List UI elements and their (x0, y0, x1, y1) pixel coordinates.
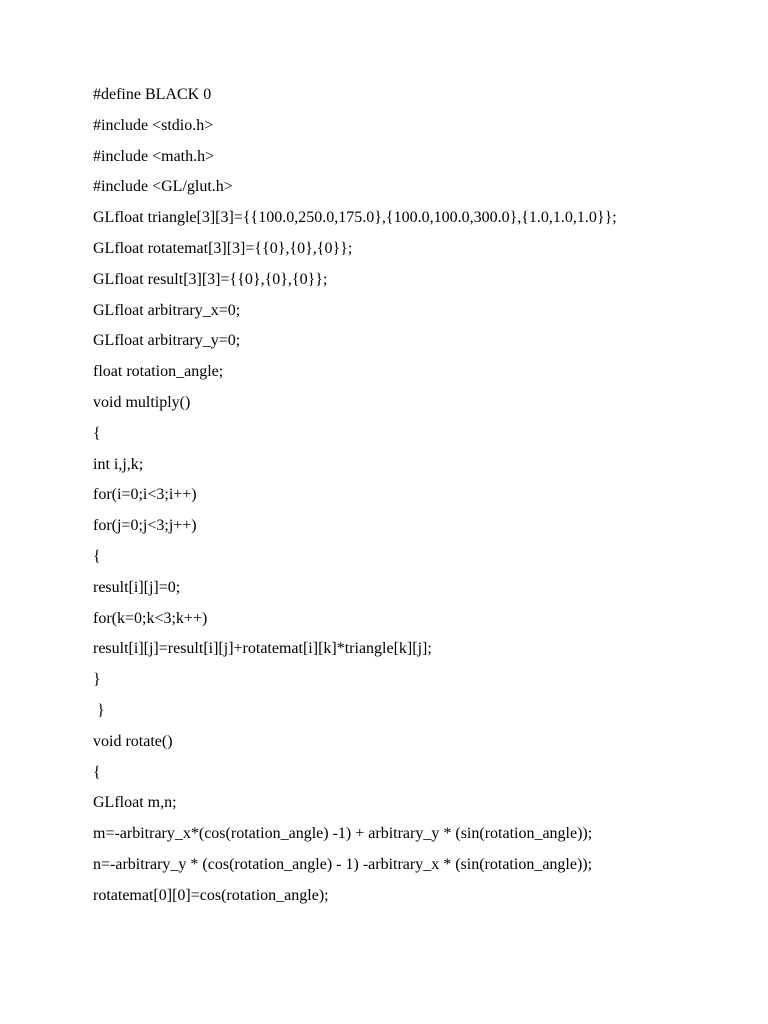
code-line: } (93, 701, 105, 719)
code-line: #include <stdio.h> (93, 116, 214, 134)
code-line: GLfloat arbitrary_x=0; (93, 301, 241, 319)
code-line: #include <math.h> (93, 147, 215, 165)
code-line: int i,j,k; (93, 455, 144, 473)
code-line: GLfloat triangle[3][3]={{100.0,250.0,175.0},{100.0,100.0,300.0},{1.0,1.0,1.0}}; (93, 209, 617, 227)
code-line: m=-arbitrary_x*(cos(rotation_angle) -1) + arbitrary_y * (sin(rotation_angle)); (93, 825, 593, 843)
code-line: void multiply() (93, 393, 191, 411)
code-line: result[i][j]=0; (93, 578, 181, 596)
code-line: GLfloat rotatemat[3][3]={{0},{0},{0}}; (93, 239, 353, 257)
code-line: GLfloat result[3][3]={{0},{0},{0}}; (93, 270, 328, 288)
code-line: #define BLACK 0 (93, 86, 212, 103)
code-line: GLfloat arbitrary_y=0; (93, 332, 241, 350)
code-line: rotatemat[0][0]=cos(rotation_angle); (93, 886, 329, 904)
code-line: for(j=0;j<3;j++) (93, 517, 197, 535)
code-line: } (93, 671, 101, 689)
code-line: { (93, 763, 101, 781)
code-line: n=-arbitrary_y * (cos(rotation_angle) - 1) -arbitrary_x * (sin(rotation_angle)); (93, 855, 593, 873)
code-listing (93, 86, 743, 918)
code-line: GLfloat m,n; (93, 794, 177, 812)
code-line: #include <GL/glut.h> (93, 178, 233, 196)
code-line: result[i][j]=result[i][j]+rotatemat[i][k]*triangle[k][j]; (93, 640, 432, 658)
code-line: for(i=0;i<3;i++) (93, 486, 197, 504)
code-line: for(k=0;k<3;k++) (93, 609, 208, 627)
code-line: { (93, 547, 101, 565)
code-line: float rotation_angle; (93, 363, 224, 381)
code-line: { (93, 424, 101, 442)
code-line: void rotate() (93, 732, 173, 750)
